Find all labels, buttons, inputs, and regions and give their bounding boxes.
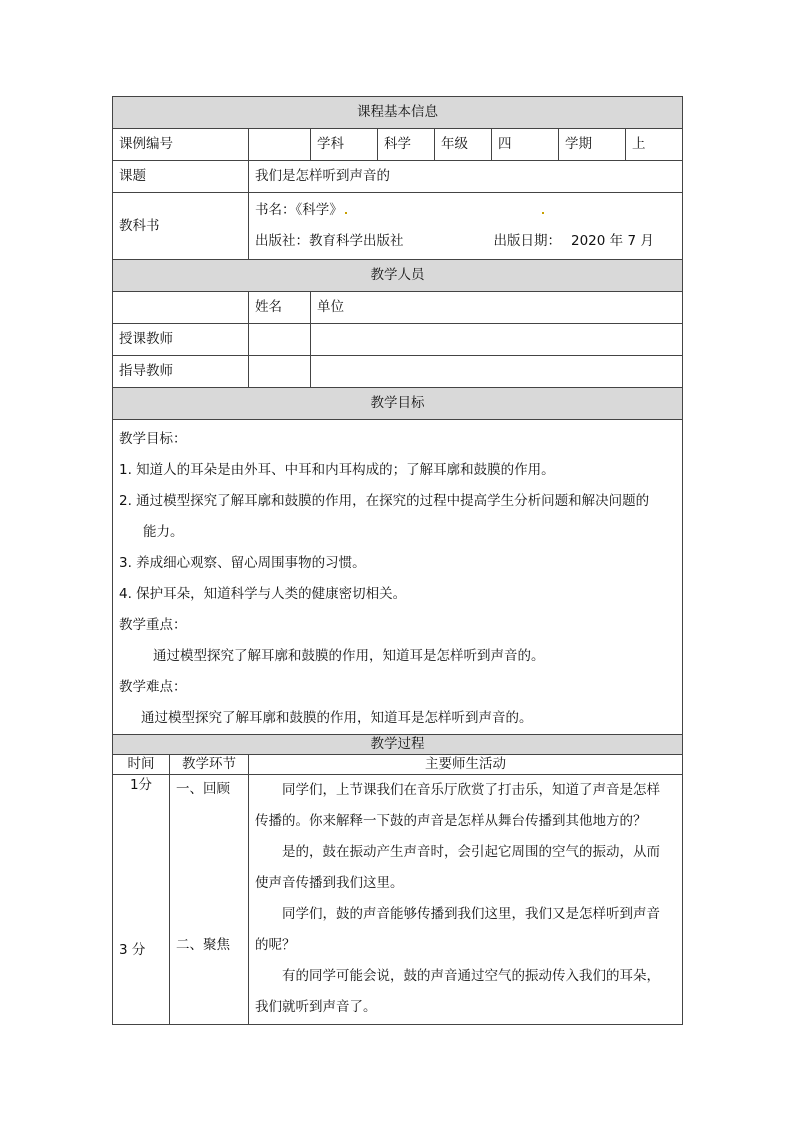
topic-value: 我们是怎样听到声音的: [249, 161, 683, 193]
row1-stage: 一、回顾: [176, 781, 230, 797]
row2-stage: 二、聚焦: [176, 937, 230, 953]
goal-item-continued: 能力。: [143, 524, 184, 540]
unit-col-header: 单位: [311, 292, 683, 324]
section-header-process: 教学过程: [113, 735, 683, 755]
time-col-header: 时间: [113, 755, 170, 775]
stage-col-header: 教学环节: [170, 755, 249, 775]
activity-col-header: 主要师生活动: [249, 755, 683, 775]
subject-label: 学科: [311, 129, 378, 161]
term-cell: [559, 129, 683, 161]
term-value: 上: [632, 136, 646, 153]
goal-item: 2. 通过模型探究了解耳廓和鼓膜的作用，在探究的过程中提高学生分析问题和解决问题的: [119, 493, 650, 509]
mark-dot: [542, 212, 544, 214]
textbook-label: 教科书: [113, 193, 249, 260]
goal-item: 3. 养成细心观察、留心周围事物的习惯。: [119, 555, 366, 571]
mentor-unit: [311, 356, 683, 388]
section-header-basic-info: 课程基本信息: [113, 97, 683, 129]
pub-date-value: 2020 年 7 月: [571, 233, 654, 249]
grade-label: 年级: [435, 129, 492, 161]
staff-blank-cell: [113, 292, 249, 324]
subject-value: 科学: [378, 129, 435, 161]
topic-label: 课题: [113, 161, 249, 193]
teacher-unit: [311, 324, 683, 356]
activity-line: 是的，鼓在振动产生声音时，会引起它周围的空气的振动，从而: [282, 844, 660, 860]
difficult-text: 通过模型探究了解耳廓和鼓膜的作用，知道耳是怎样听到声音的。: [141, 710, 533, 726]
activity-cell: [249, 775, 683, 1025]
goal-item: 4. 保护耳朵，知道科学与人类的健康密切相关。: [119, 586, 407, 602]
activity-line: 使声音传播到我们这里。: [255, 875, 404, 891]
name-col-header: 姓名: [249, 292, 311, 324]
term-label: 学期: [559, 129, 626, 160]
section-header-objectives: 教学目标: [113, 388, 683, 420]
book-name: 书名：《科学》: [255, 202, 343, 218]
teacher-label: 授课教师: [113, 324, 249, 356]
teacher-name: [249, 324, 311, 356]
grade-value: 四: [492, 129, 559, 161]
case-no-value: [249, 129, 311, 161]
lesson-plan-table: [112, 96, 683, 1025]
mark-dot: [345, 212, 347, 214]
activity-line: 我们就听到声音了。: [255, 999, 377, 1015]
publisher: 出版社：教育科学出版社: [255, 233, 404, 249]
goal-item: 1. 知道人的耳朵是由外耳、中耳和内耳构成的；了解耳廓和鼓膜的作用。: [119, 462, 555, 478]
activity-line: 同学们，上节课我们在音乐厅欣赏了打击乐，知道了声音是怎样: [282, 782, 660, 798]
activity-line: 同学们，鼓的声音能够传播到我们这里，我们又是怎样听到声音: [282, 906, 660, 922]
goals-title: 教学目标：: [119, 431, 187, 447]
key-title: 教学重点：: [119, 617, 187, 633]
textbook-info: [249, 193, 683, 260]
mentor-label: 指导教师: [113, 356, 249, 388]
stage-cell: [170, 775, 249, 1025]
case-no-label: 课例编号: [113, 129, 249, 161]
row2-time: 3 分: [119, 942, 146, 958]
pub-date-label: 出版日期：: [493, 233, 561, 249]
difficult-title: 教学难点：: [119, 679, 187, 695]
activity-line: 有的同学可能会说，鼓的声音通过空气的振动传入我们的耳朵，: [282, 968, 660, 984]
activity-line: 传播的。你来解释一下鼓的声音是怎样从舞台传播到其他地方的？: [255, 813, 647, 829]
time-cell: [113, 775, 170, 1025]
key-text: 通过模型探究了解耳廓和鼓膜的作用，知道耳是怎样听到声音的。: [153, 648, 545, 664]
activity-line: 的呢？: [255, 937, 296, 953]
section-header-staff: 教学人员: [113, 260, 683, 292]
row1-time: 1分: [129, 777, 153, 793]
mentor-name: [249, 356, 311, 388]
objectives-body: [113, 420, 683, 735]
